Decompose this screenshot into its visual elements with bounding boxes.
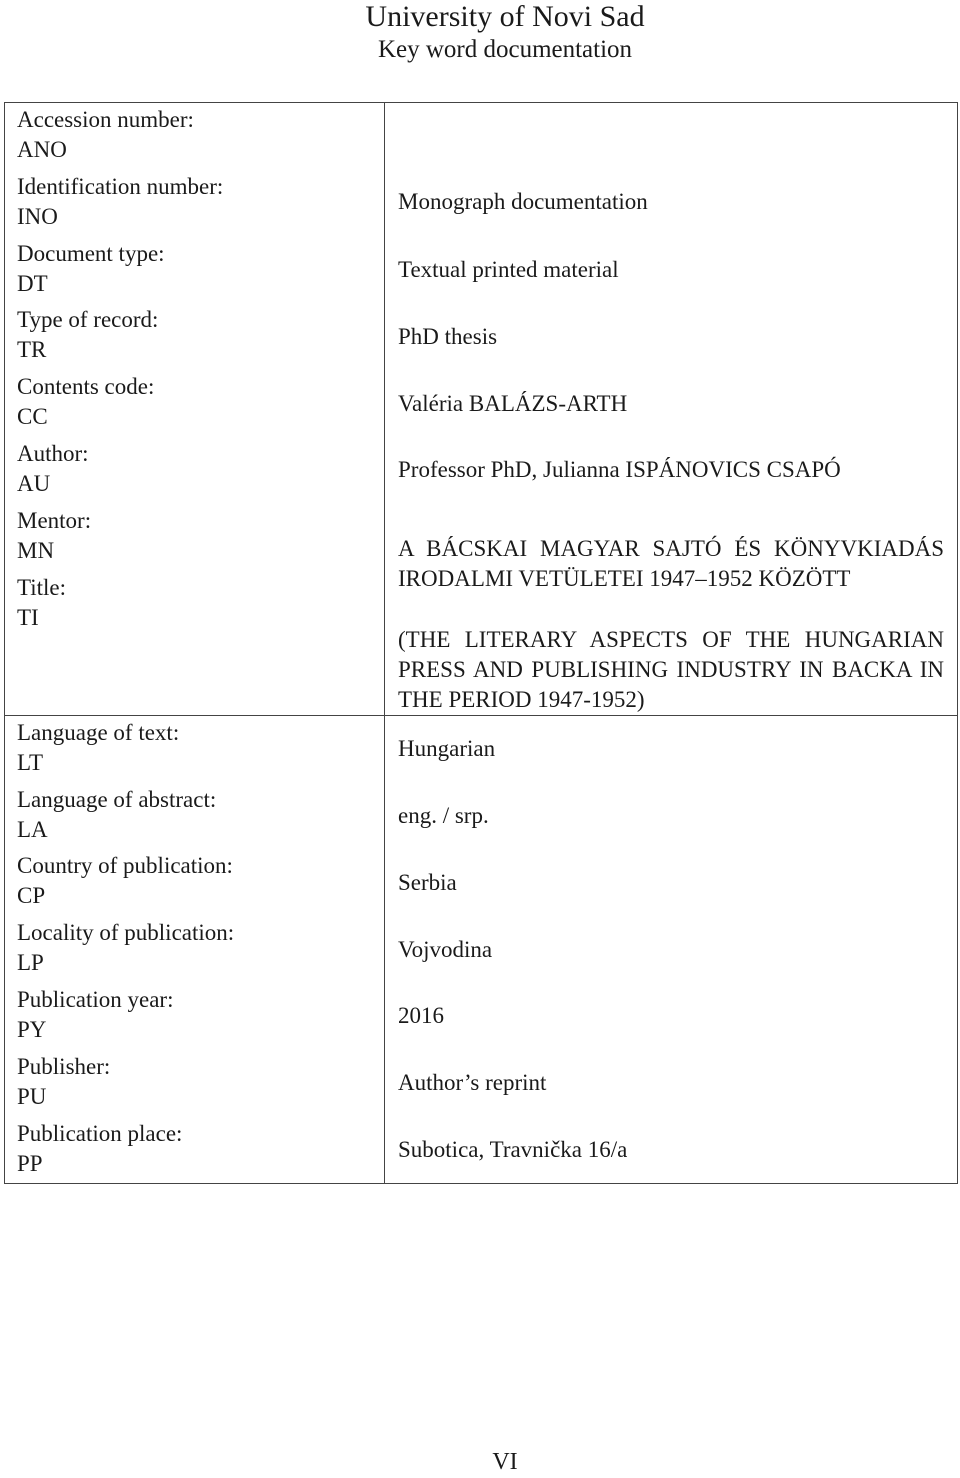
field-label: Publisher: <box>17 1053 111 1079</box>
value-locality-of-publication <box>398 916 944 983</box>
field-language-of-abstract <box>17 783 384 850</box>
field-publisher <box>17 1050 384 1117</box>
field-document-type <box>17 237 384 304</box>
field-publication-year <box>17 983 384 1050</box>
field-type-of-record <box>17 303 384 370</box>
field-label: Publication place: <box>17 1120 183 1146</box>
field-label: Language of abstract: <box>17 786 217 812</box>
university-name: University of Novi Sad <box>365 0 645 33</box>
label-cell <box>5 715 385 1184</box>
value-text: Subotica, Travnička 16/a <box>398 1136 628 1162</box>
value-type-of-record <box>398 237 944 304</box>
field-language-of-text <box>17 716 384 783</box>
field-identification-number <box>17 170 384 237</box>
value-publication-place <box>398 1117 944 1184</box>
value-text: Vojvodina <box>398 936 493 962</box>
field-label: Language of text: <box>17 719 180 745</box>
field-label: Accession number: <box>17 107 194 132</box>
field-label: Contents code: <box>17 374 155 400</box>
value-text: 2016 <box>398 1003 444 1029</box>
value-document-type <box>398 103 944 237</box>
field-label: Publication year: <box>17 986 174 1012</box>
value-title <box>398 504 944 715</box>
value-text: Monograph documentation <box>398 188 648 214</box>
value-text: Professor PhD, Julianna ISPÁNOVICS CSAPÓ <box>398 457 841 483</box>
title-english: (THE LITERARY ASPECTS OF THE HUNGARIAN PRESS AND PUBLISHING INDUSTRY IN BACKA IN THE PERIOD 1947-1952) <box>398 626 944 712</box>
field-code: CC <box>17 404 48 430</box>
field-label: Document type: <box>17 240 165 266</box>
field-code: AU <box>17 470 51 496</box>
field-contents-code <box>17 370 384 437</box>
field-label: Title: <box>17 574 67 600</box>
field-label: Author: <box>17 440 89 466</box>
field-label: Country of publication: <box>17 853 233 879</box>
field-code: PP <box>17 1150 43 1176</box>
value-cell <box>385 103 958 716</box>
field-code: LP <box>17 950 44 976</box>
value-text: Hungarian <box>398 736 496 762</box>
field-code: PY <box>17 1016 47 1042</box>
table-row <box>5 715 958 1184</box>
field-code: TR <box>17 337 47 363</box>
field-code: TI <box>17 604 39 630</box>
value-text: Valéria BALÁZS-ARTH <box>398 390 628 416</box>
field-label: Type of record: <box>17 307 159 333</box>
value-publisher <box>398 1050 944 1117</box>
value-text: Textual printed material <box>398 256 619 282</box>
field-label: Mentor: <box>17 507 92 533</box>
keyword-documentation-table <box>4 102 958 1184</box>
field-code: PU <box>17 1083 47 1109</box>
field-code: LA <box>17 816 48 842</box>
field-publication-place <box>17 1117 384 1184</box>
field-mentor <box>17 504 384 571</box>
label-cell <box>5 103 385 716</box>
field-code: MN <box>17 537 55 563</box>
field-author <box>17 437 384 504</box>
field-accession-number <box>17 103 384 170</box>
value-publication-year <box>398 983 944 1050</box>
field-code: LT <box>17 749 43 775</box>
table-row <box>5 103 958 716</box>
value-text: eng. / srp. <box>398 802 489 828</box>
field-label: Identification number: <box>17 173 224 199</box>
field-locality-of-publication <box>17 916 384 983</box>
title-hungarian: A BÁCSKAI MAGYAR SAJTÓ ÉS KÖNYVKIADÁS IRODALMI VETÜLETEI 1947–1952 KÖZÖTT <box>398 535 944 591</box>
value-language-of-text <box>398 716 944 783</box>
document-subtitle: Key word documentation <box>377 36 633 63</box>
value-country-of-publication <box>398 849 944 916</box>
value-text: PhD thesis <box>398 323 498 349</box>
value-contents-code <box>398 303 944 370</box>
page-number: VI <box>492 1449 518 1475</box>
page-header <box>0 0 960 66</box>
field-code: INO <box>17 203 58 229</box>
value-author <box>398 370 944 437</box>
field-label: Locality of publication: <box>17 920 235 946</box>
value-language-of-abstract <box>398 783 944 850</box>
value-mentor <box>398 437 944 504</box>
field-code: CP <box>17 883 46 909</box>
value-text: Serbia <box>398 869 457 895</box>
field-code: ANO <box>17 137 67 162</box>
value-cell <box>385 715 958 1184</box>
field-title <box>17 571 384 638</box>
field-country-of-publication <box>17 849 384 916</box>
value-text: Author’s reprint <box>398 1070 547 1096</box>
field-code: DT <box>17 270 48 296</box>
